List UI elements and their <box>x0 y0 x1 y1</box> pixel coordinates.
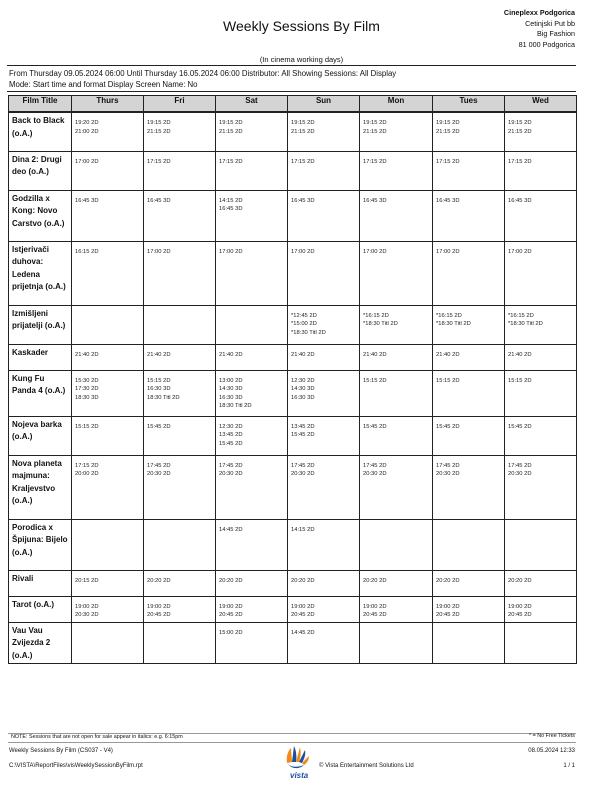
table-row <box>9 596 577 622</box>
day-cell <box>360 455 433 519</box>
session-time: 19:20 2D <box>75 120 99 126</box>
report-name: Weekly Sessions By Film (CS037 - V4) <box>9 748 113 754</box>
filter-line-1: From Thursday 09.05.2024 06:00 Until Thursday 16.05.2024 06:00 Distributor: All Showing Sessions: All Display <box>9 69 397 78</box>
column-header-fri: Fri <box>144 96 216 113</box>
report-subtitle: (In cinema working days) <box>259 55 344 64</box>
session-time: 14:30 3D <box>219 386 243 392</box>
day-cell <box>433 305 505 344</box>
session-time: 14:45 2D <box>291 629 315 636</box>
day-cell <box>288 344 360 370</box>
day-cell <box>433 519 505 570</box>
session-time: *16:15 2D <box>436 312 462 319</box>
day-cell <box>505 570 577 596</box>
day-cell <box>360 305 433 344</box>
sessions-table <box>8 95 577 664</box>
session-time: 20:20 2D <box>363 577 387 584</box>
column-header-tues: Tues <box>433 96 505 113</box>
divider-filters <box>7 91 576 92</box>
day-cell <box>72 622 144 664</box>
column-header-mon: Mon <box>360 96 433 113</box>
session-time: 13:45 2D <box>291 423 315 430</box>
divider-top <box>7 65 576 66</box>
film-title: Nojeva barka (o.A.) <box>9 416 72 455</box>
session-time: 14:30 3D <box>291 386 315 392</box>
session-time: 15:45 2D <box>219 440 243 447</box>
session-time: 17:45 2D <box>219 462 243 469</box>
session-time: 21:15 2D <box>219 128 243 135</box>
session-time: 14:15 2D <box>291 526 315 533</box>
session-time: 19:00 2D <box>291 603 315 610</box>
cinema-name: Cineplexx Podgorica <box>503 8 575 17</box>
day-cell <box>288 112 360 151</box>
day-cell <box>144 416 216 455</box>
film-title: Kung Fu Panda 4 (o.A.) <box>9 370 72 416</box>
film-title: Back to Black (o.A.) <box>9 112 72 151</box>
day-cell <box>288 596 360 622</box>
session-time: 17:15 2D <box>219 158 243 165</box>
session-time: 16:30 3D <box>219 394 243 401</box>
session-time: 16:45 3D <box>363 197 387 204</box>
session-time: 16:45 3D <box>219 206 243 212</box>
session-time: 21:40 2D <box>75 351 99 358</box>
film-title: Vau Vau Zvijezda 2 (o.A.) <box>9 622 72 664</box>
session-time: 12:30 2D <box>219 423 243 430</box>
day-cell <box>144 519 216 570</box>
day-cell <box>288 305 360 344</box>
day-cell <box>216 455 288 519</box>
session-time: 16:45 3D <box>508 197 532 204</box>
film-title: Porodica x Špijuna: Bijelo (o.A.) <box>9 519 72 570</box>
session-time: 17:00 2D <box>363 248 387 255</box>
table-row <box>9 622 577 664</box>
session-time: *18:30 Titl 2D <box>363 321 398 327</box>
day-cell <box>505 241 577 305</box>
session-time: 20:45 2D <box>147 612 171 618</box>
session-time: 17:00 2D <box>508 248 532 255</box>
day-cell <box>505 370 577 416</box>
print-date: 08.05.2024 12:33 <box>528 748 575 754</box>
session-time: 15:15 2D <box>363 377 387 384</box>
day-cell <box>216 344 288 370</box>
day-cell <box>433 112 505 151</box>
session-time: 15:45 2D <box>147 423 171 430</box>
table-row <box>9 370 577 416</box>
day-cell <box>360 344 433 370</box>
session-time: 19:00 2D <box>363 603 387 610</box>
cinema-address <box>504 8 575 50</box>
cinema-location: Big Fashion <box>537 29 575 38</box>
session-time: 20:45 2D <box>508 612 532 618</box>
day-cell <box>144 112 216 151</box>
session-time: 20:30 2D <box>508 471 532 477</box>
day-cell <box>216 190 288 241</box>
session-time: 17:15 2D <box>291 158 315 165</box>
session-time: 21:40 2D <box>363 351 387 358</box>
session-time: 17:15 2D <box>75 462 99 469</box>
day-cell <box>505 190 577 241</box>
session-time: 20:30 2D <box>75 612 99 618</box>
column-header-sat: Sat <box>216 96 288 113</box>
day-cell <box>505 344 577 370</box>
day-cell <box>433 622 505 664</box>
day-cell <box>433 570 505 596</box>
day-cell <box>505 112 577 151</box>
session-time: 21:15 2D <box>508 128 532 135</box>
film-title: Godzilla x Kong: Novo Carstvo (o.A.) <box>9 190 72 241</box>
day-cell <box>144 622 216 664</box>
film-title: Istjerivači duhova: Ledena prijetnja (o.A.) <box>9 241 72 305</box>
session-time: *18:30 Titl 2D <box>291 329 326 336</box>
session-time: 16:15 2D <box>75 248 99 255</box>
day-cell <box>72 370 144 416</box>
logo-wordmark: vista <box>290 771 309 780</box>
day-cell <box>288 519 360 570</box>
day-cell <box>144 455 216 519</box>
day-cell <box>216 112 288 151</box>
session-time: 21:15 2D <box>363 128 387 135</box>
session-time: 20:45 2D <box>363 612 387 618</box>
table-row <box>9 455 577 519</box>
session-time: 16:45 3D <box>436 197 460 204</box>
day-cell <box>144 190 216 241</box>
day-cell <box>505 596 577 622</box>
table-row <box>9 112 577 151</box>
report-title: Weekly Sessions By Film <box>223 18 380 34</box>
session-time: 14:15 2D <box>219 197 243 204</box>
day-cell <box>144 305 216 344</box>
day-cell <box>288 416 360 455</box>
day-cell <box>72 519 144 570</box>
session-time: 19:00 2D <box>219 603 243 610</box>
session-time: 19:00 2D <box>147 603 171 610</box>
day-cell <box>433 596 505 622</box>
day-cell <box>144 596 216 622</box>
session-time: 20:45 2D <box>291 612 315 618</box>
film-title: Rivali <box>9 570 72 596</box>
session-time: 21:40 2D <box>436 351 460 358</box>
session-time: 17:15 2D <box>436 158 460 165</box>
session-time: 20:20 2D <box>436 577 460 584</box>
session-time: 21:15 2D <box>291 128 315 135</box>
film-title: Kaskader <box>9 344 72 370</box>
day-cell <box>216 596 288 622</box>
day-cell <box>288 455 360 519</box>
day-cell <box>433 344 505 370</box>
session-time: 20:15 2D <box>75 577 99 584</box>
session-time: 20:30 2D <box>147 471 171 477</box>
session-time: 21:15 2D <box>147 128 171 135</box>
session-time: 17:00 2D <box>147 248 171 255</box>
session-time: *16:15 2D <box>363 312 389 319</box>
day-cell <box>433 241 505 305</box>
session-time: *18:30 Titl 2D <box>508 321 543 327</box>
session-time: 16:30 3D <box>291 394 315 401</box>
session-time: 19:00 2D <box>508 603 532 610</box>
session-time: 15:30 2D <box>75 377 99 384</box>
day-cell <box>288 190 360 241</box>
session-time: 21:15 2D <box>436 128 460 135</box>
session-time: 19:15 2D <box>363 120 387 126</box>
session-time: 17:00 2D <box>75 158 99 165</box>
day-cell <box>360 112 433 151</box>
session-time: *16:15 2D <box>508 312 534 319</box>
session-time: 20:30 2D <box>436 471 460 477</box>
day-cell <box>72 344 144 370</box>
filter-criteria <box>9 68 396 90</box>
day-cell <box>216 151 288 190</box>
day-cell <box>505 455 577 519</box>
table-row <box>9 344 577 370</box>
day-cell <box>288 151 360 190</box>
day-cell <box>72 416 144 455</box>
session-time: 20:30 2D <box>219 471 243 477</box>
column-header-sun: Sun <box>288 96 360 113</box>
day-cell <box>144 151 216 190</box>
vista-logo-icon <box>282 744 314 780</box>
session-time: 15:00 2D <box>219 629 243 636</box>
session-time: 13:00 2D <box>219 377 243 384</box>
day-cell <box>505 622 577 664</box>
day-cell <box>360 519 433 570</box>
table-row <box>9 519 577 570</box>
film-title: Nova planeta majmuna: Kraljevstvo (o.A.) <box>9 455 72 519</box>
session-time: 17:15 2D <box>147 158 171 165</box>
day-cell <box>433 151 505 190</box>
film-title: Dina 2: Drugi deo (o.A.) <box>9 151 72 190</box>
session-time: 17:15 2D <box>508 158 532 165</box>
day-cell <box>144 370 216 416</box>
table-row <box>9 190 577 241</box>
session-time: 21:00 2D <box>75 128 99 135</box>
day-cell <box>360 570 433 596</box>
day-cell <box>144 570 216 596</box>
session-time: 17:45 2D <box>291 462 315 469</box>
session-time: 19:00 2D <box>436 603 460 610</box>
day-cell <box>360 241 433 305</box>
session-time: *12:45 2D <box>291 312 317 319</box>
session-time: 20:00 2D <box>75 471 99 477</box>
day-cell <box>433 455 505 519</box>
day-cell <box>433 416 505 455</box>
day-cell <box>288 241 360 305</box>
free-tickets-legend: * = No Free Tickets <box>529 733 575 739</box>
session-time: 15:45 2D <box>363 423 387 430</box>
session-time: 16:30 3D <box>147 386 171 392</box>
session-time: 16:45 3D <box>291 197 315 204</box>
session-time: 21:40 2D <box>291 351 315 358</box>
session-time: 19:15 2D <box>219 120 243 126</box>
session-time: 18:30 Titl 2D <box>219 403 252 409</box>
session-time: 21:40 2D <box>147 351 171 358</box>
session-time: 20:30 2D <box>363 471 387 477</box>
column-header-thurs: Thurs <box>72 96 144 113</box>
session-time: 19:15 2D <box>436 120 460 126</box>
day-cell <box>505 416 577 455</box>
session-time: 15:45 2D <box>508 423 532 430</box>
session-time: 20:20 2D <box>508 577 532 584</box>
session-time: 19:00 2D <box>75 603 99 610</box>
session-time: 15:15 2D <box>436 377 460 384</box>
session-time: 20:45 2D <box>436 612 460 618</box>
session-time: 15:15 2D <box>147 377 171 384</box>
day-cell <box>216 519 288 570</box>
day-cell <box>72 455 144 519</box>
table-row <box>9 416 577 455</box>
session-time: 12:30 2D <box>291 377 315 384</box>
column-header-film: Film Title <box>9 96 72 113</box>
day-cell <box>72 151 144 190</box>
session-time: 16:45 3D <box>75 197 99 204</box>
italic-note: NOTE: Sessions that are not open for sale appear in italics: e.g. 6:15pm <box>11 734 183 740</box>
session-time: 17:00 2D <box>219 248 243 255</box>
page-number: 1 / 1 <box>563 763 575 769</box>
session-time: *15:00 2D <box>291 321 317 327</box>
day-cell <box>72 596 144 622</box>
session-time: 21:40 2D <box>219 351 243 358</box>
session-time: 20:30 2D <box>291 471 315 477</box>
session-time: 19:15 2D <box>291 120 315 126</box>
session-time: 17:00 2D <box>291 248 315 255</box>
day-cell <box>360 596 433 622</box>
day-cell <box>144 344 216 370</box>
day-cell <box>72 570 144 596</box>
day-cell <box>216 305 288 344</box>
day-cell <box>72 190 144 241</box>
day-cell <box>288 622 360 664</box>
copyright: © Vista Entertainment Solutions Ltd <box>319 763 414 769</box>
session-time: *18:30 Titl 2D <box>436 321 471 327</box>
vista-logo <box>282 744 314 780</box>
session-time: 21:40 2D <box>508 351 532 358</box>
session-time: 17:15 2D <box>363 158 387 165</box>
session-time: 14:45 2D <box>219 526 243 533</box>
session-time: 15:15 2D <box>508 377 532 384</box>
session-time: 17:45 2D <box>147 462 171 469</box>
day-cell <box>216 241 288 305</box>
day-cell <box>360 370 433 416</box>
session-time: 13:45 2D <box>219 432 243 438</box>
session-time: 17:45 2D <box>436 462 460 469</box>
day-cell <box>216 416 288 455</box>
session-time: 17:45 2D <box>508 462 532 469</box>
day-cell <box>216 622 288 664</box>
day-cell <box>216 370 288 416</box>
table-row <box>9 305 577 344</box>
session-time: 18:30 Titl 2D <box>147 394 180 401</box>
day-cell <box>505 305 577 344</box>
film-title: Izmišljeni prijatelji (o.A.) <box>9 305 72 344</box>
filter-line-2: Mode: Start time and format Display Screen Name: No <box>9 80 198 89</box>
session-time: 20:45 2D <box>219 612 243 618</box>
session-time: 20:20 2D <box>147 577 171 584</box>
session-time: 20:20 2D <box>291 577 315 584</box>
film-title: Tarot (o.A.) <box>9 596 72 622</box>
day-cell <box>360 190 433 241</box>
session-time: 18:30 3D <box>75 394 99 401</box>
day-cell <box>505 519 577 570</box>
table-row <box>9 241 577 305</box>
session-time: 19:15 2D <box>508 120 532 126</box>
cinema-street: Cetinjski Put bb <box>525 18 575 28</box>
session-time: 17:45 2D <box>363 462 387 469</box>
day-cell <box>433 190 505 241</box>
day-cell <box>72 305 144 344</box>
session-time: 17:30 2D <box>75 386 99 392</box>
day-cell <box>360 622 433 664</box>
day-cell <box>72 112 144 151</box>
day-cell <box>144 241 216 305</box>
report-path: C:\VISTA\ReportFiles\visWeeklySessionByFilm.rpt <box>9 763 143 769</box>
column-header-wed: Wed <box>505 96 577 113</box>
table-row <box>9 570 577 596</box>
day-cell <box>360 151 433 190</box>
table-row <box>9 151 577 190</box>
day-cell <box>505 151 577 190</box>
day-cell <box>360 416 433 455</box>
session-time: 17:00 2D <box>436 248 460 255</box>
session-time: 15:45 2D <box>436 423 460 430</box>
session-time: 16:45 3D <box>147 197 171 204</box>
day-cell <box>72 241 144 305</box>
day-cell <box>288 370 360 416</box>
session-time: 19:15 2D <box>147 120 171 126</box>
day-cell <box>216 570 288 596</box>
session-time: 20:20 2D <box>219 577 243 584</box>
cinema-city: 81 000 Podgorica <box>518 39 575 49</box>
day-cell <box>433 370 505 416</box>
session-time: 15:15 2D <box>75 423 99 430</box>
session-time: 15:45 2D <box>291 432 315 438</box>
day-cell <box>288 570 360 596</box>
